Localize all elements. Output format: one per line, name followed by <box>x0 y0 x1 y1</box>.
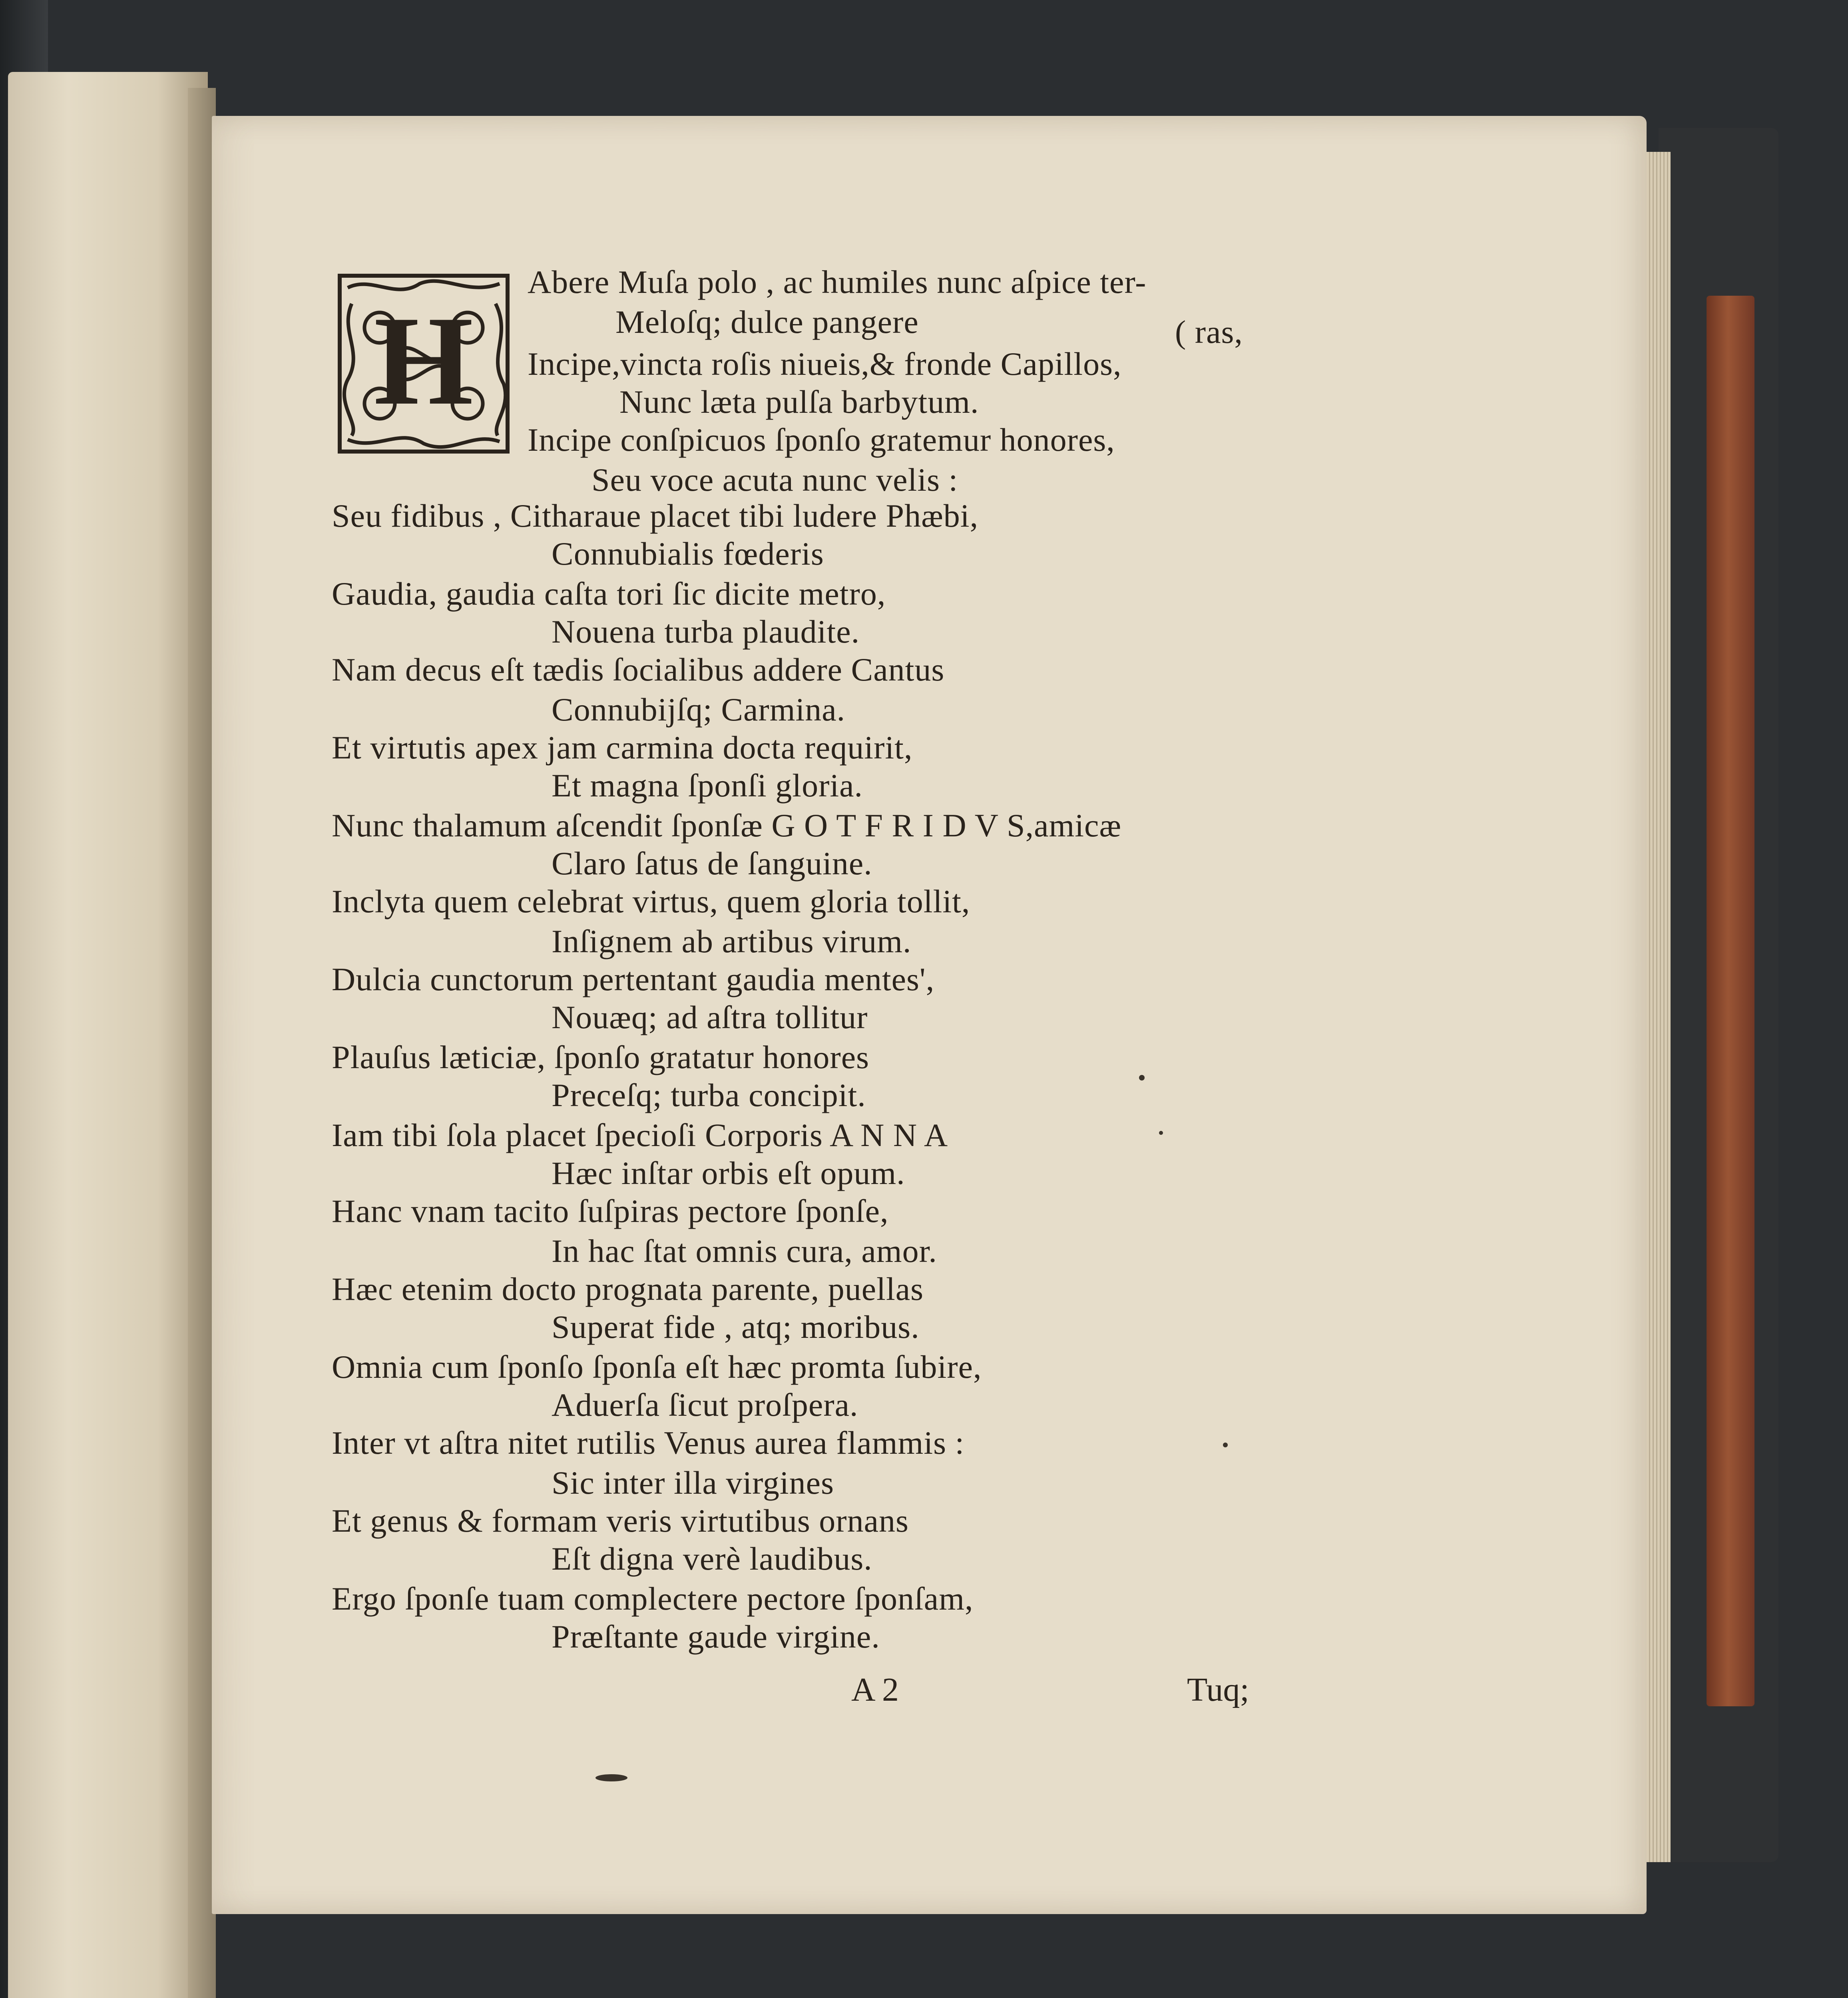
page-edges <box>1647 152 1671 1862</box>
text-line: Inter vt aſtra nitet rutilis Venus aurea flammis : <box>332 1425 965 1461</box>
catchword: Tuq; <box>1187 1671 1249 1708</box>
text-line: Connubijſq; Carmina. <box>552 691 846 728</box>
text-line: Omnia cum ſponſo ſponſa eſt hæc promta ſubire, <box>332 1349 982 1385</box>
text-line: Sic inter illa virgines <box>552 1465 834 1501</box>
text-line: Abere Muſa polo , ac humiles nunc aſpice ter- <box>528 264 1147 300</box>
text-line: Meloſq; dulce pangere <box>615 304 919 340</box>
text-line: Eſt digna verè laudibus. <box>552 1540 872 1577</box>
text-line: Hæc inſtar orbis eſt opum. <box>552 1155 905 1191</box>
ink-speck <box>1159 1131 1163 1135</box>
text-line: Connubialis fœderis <box>552 535 824 572</box>
text-line: Superat fide , atq; moribus. <box>552 1309 920 1345</box>
text-line: Claro ſatus de ſanguine. <box>552 845 872 882</box>
text-line: Dulcia cunctorum pertentant gaudia mentes', <box>332 961 935 997</box>
text-line: Et genus & formam veris virtutibus ornans <box>332 1502 909 1539</box>
text-line: Aduerſa ſicut proſpera. <box>552 1387 858 1423</box>
ink-speck <box>1139 1075 1145 1081</box>
text-line: Incipe,vincta roſis niueis,& fronde Capillos, <box>528 346 1122 382</box>
leather-binding <box>1707 296 1754 1706</box>
text-line: Hæc etenim docto prognata parente, puellas <box>332 1271 924 1307</box>
text-line: Preceſq; turba concipit. <box>552 1077 866 1113</box>
text-line: Seu voce acuta nunc velis : <box>591 462 958 498</box>
ink-speck <box>595 1774 627 1781</box>
text-line: Nouæq; ad aſtra tollitur <box>552 999 868 1035</box>
ink-speck <box>1223 1443 1228 1447</box>
text-line: In hac ſtat omnis cura, amor. <box>552 1233 937 1269</box>
signature-mark: A 2 <box>851 1671 899 1708</box>
text-line: Gaudia, gaudia caſta tori ſic dicite metro, <box>332 575 886 612</box>
text-line: Nouena turba plaudite. <box>552 613 860 650</box>
text-line: Præſtante gaude virgine. <box>552 1618 880 1655</box>
text-line: Seu fidibus , Citharaue placet tibi ludere Phæbi, <box>332 498 979 534</box>
text-line: Inclyta quem celebrat virtus, quem gloria tollit, <box>332 883 970 919</box>
decorated-initial <box>336 272 512 456</box>
initial-letter: H <box>374 290 474 432</box>
text-line: Nunc læta pulſa barbytum. <box>619 384 979 420</box>
text-line: Iam tibi ſola placet ſpecioſi Corporis A N N A <box>332 1117 948 1153</box>
facing-page-left <box>8 72 208 1998</box>
text-line: Nunc thalamum aſcendit ſponſæ G O T F R I D V S,amicæ <box>332 807 1122 844</box>
text-line: Plauſus læticiæ, ſponſo gratatur honores <box>332 1039 870 1075</box>
text-line: Inſignem ab artibus virum. <box>552 923 912 959</box>
text-line: Hanc vnam tacito ſuſpiras pectore ſponſe, <box>332 1193 889 1229</box>
text-line: Et magna ſponſi gloria. <box>552 767 863 804</box>
text-line: ( ras, <box>1175 314 1243 350</box>
text-line: Ergo ſponſe tuam complectere pectore ſponſam, <box>332 1580 974 1617</box>
text-line: Incipe conſpicuos ſponſo gratemur honores, <box>528 422 1115 458</box>
text-line: Nam decus eſt tædis ſocialibus addere Cantus <box>332 651 945 688</box>
text-line: Et virtutis apex jam carmina docta requirit, <box>332 729 913 766</box>
